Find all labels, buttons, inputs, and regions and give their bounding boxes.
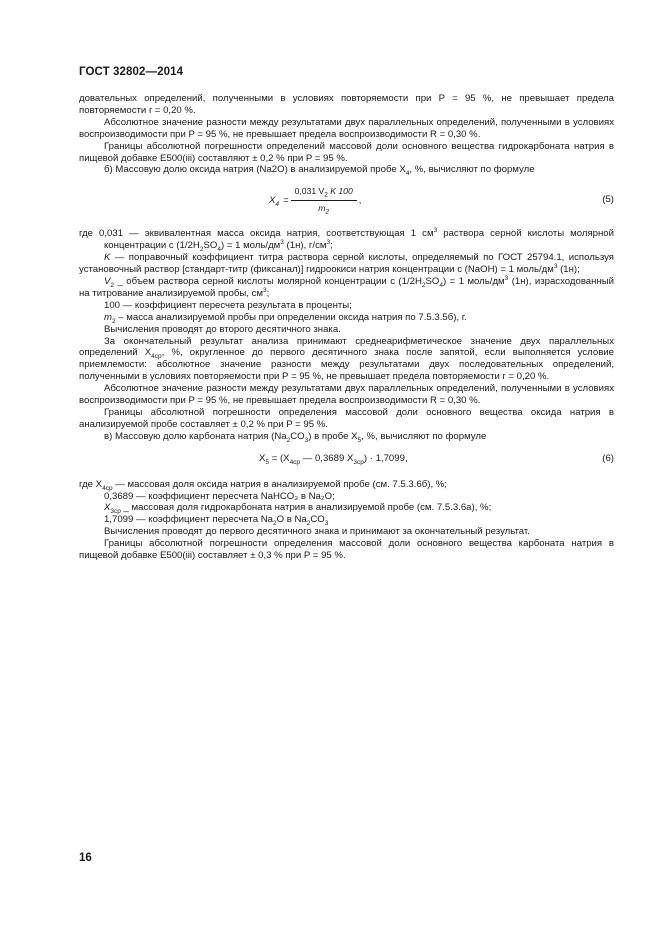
formula-fraction	[291, 186, 357, 215]
paragraph: Вычисления проводят до второго десятичного знака.	[104, 323, 341, 335]
paragraph: Абсолютное значение разности между результатами двух параллельных определений, полученными в условиях воспроизводимости при P = 95 %, не превышает предела воспроизводимости R = 0,30 %.	[79, 116, 614, 140]
where-item: 0,3689 — коэффициент пересчета NaHCO₃ в Na₂O;	[104, 490, 335, 502]
page-number: 16	[79, 852, 92, 864]
equation-number: (5)	[602, 194, 614, 206]
formula-lhs: $X_4$	[269, 194, 280, 208]
paragraph: За окончательный результат анализа принимают среднеарифметическое значение двух параллельных определений $X_{4ср}$, %, округленное до первого десятичного знака после запятой, если выполняется условие приемлемости: абсолютное значение разности между результатами двух последовательных определений, полученными в условиях повторяемости при P = 95 %, не превышает предела повторяемости r = 0,20 %.	[79, 335, 614, 383]
where-item: $m_2$ – масса анализируемой пробы при определении оксида натрия по 7.5.3.5б), г.	[104, 311, 467, 325]
paragraph: Вычисления проводят до первого десятичного знака и принимают за окончательный результат.	[104, 526, 530, 538]
where-item: K — поправочный коэффициент титра раствора серной кислоты, определяемый по ГОСТ 25794.1, используя установочный раствор [стандарт-титр (фиксанал)] гидроокиси натрия концентрации c (NaOH) = 1 моль/$дм^3$ (1н);	[79, 252, 614, 276]
document-code-header: ГОСТ 32802—2014	[79, 66, 184, 78]
where-item: 100 — коэффициент пересчета результата в проценты;	[104, 299, 352, 311]
where-item: $X_{3ср}$ _ массовая доля гидрокарбоната натрия в анализируемой пробе (см. 7.5.3.6а), %;	[104, 502, 492, 516]
fraction-denominator: $m_2$	[318, 203, 330, 216]
paragraph: Границы абсолютной погрешности определения массовой доли основного вещества карбоната натрия в пищевой добавке E500(iii) составляет ± 0,3 % при P = 95 %.	[79, 538, 614, 562]
paragraph: Абсолютное значение разности между результатами двух параллельных определений, полученными в условиях воспроизводимости при P = 95 %, не превышает предела воспроизводимости R = 0,30 %.	[79, 383, 614, 407]
equation-number: (6)	[602, 452, 614, 464]
document-body	[79, 93, 614, 562]
paragraph: довательных определений, полученными в условиях повторяемости при P = 95 %, не превышает предела повторяемости r = 0,20 %.	[79, 93, 614, 116]
paragraph: б) Массовую долю оксида натрия (Na2O) в анализируемой пробе $X_4$, %, вычисляют по формуле	[104, 164, 535, 178]
paragraph: в) Массовую долю карбоната натрия $(Na_2CO_3)$ в пробе $X_5$, %, вычисляют по формуле	[104, 430, 487, 444]
where-item: где $X_{4ср}$ — массовая доля оксида натрия в анализируемой пробе (см. 7.5.3.6б), %;	[79, 478, 447, 492]
where-item: $V_2$ _ объем раствора серной кислоты молярной концентрации c $(1/2H_2SO_4) = 1$ моль/$дм^3$ (1н), израсходованный на титрование анализируемой пробы, $см^3$;	[79, 274, 614, 299]
fraction-numerator: 0,031 $V_2$ K 100	[291, 186, 357, 201]
paragraph: Границы абсолютной погрешности определения массовой доли основного вещества оксида натрия в анализируемой пробе составляет ± 0,2 % при P = 95 %.	[79, 406, 614, 430]
formula-5: $X_4$ = $\frac{0,031 V_2 K 100}{m_2}$ , (5)	[269, 186, 614, 216]
where-item: где 0,031 — эквивалентная масса оксида натрия, соответствующая 1 $см^3$ раствора серной кислоты молярной концентрации c $(1/2H_2SO_4) = 1$ моль/$дм^3$ (1н), $г/см^3$;	[79, 227, 614, 254]
paragraph: Границы абсолютной погрешности определений массовой доли основного вещества гидрокарбоната натрия в пищевой добавке E500(iii) составляют ± 0,2 % при P = 95 %.	[79, 140, 614, 164]
where-item: 1,7099 — коэффициент пересчета $Na_2O$ в $Na_2CO_3$	[104, 514, 329, 528]
formula-6: $X_5 = (X_{4ср}$ — 0,3689 $X_{3ср}) \cdot 1,7099$, (6)	[259, 452, 614, 466]
